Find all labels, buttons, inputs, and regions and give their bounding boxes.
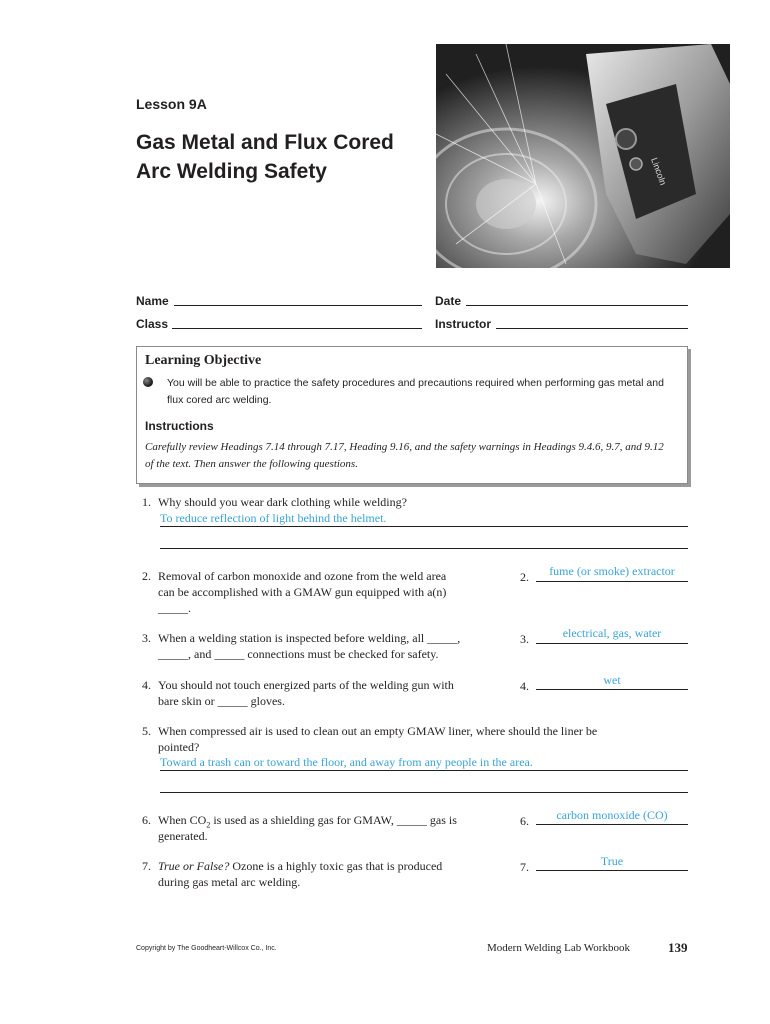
page-number: 139: [668, 940, 688, 955]
question-4: [142, 677, 512, 711]
question-number: 7.: [142, 859, 151, 873]
question-number: 2.: [142, 569, 151, 583]
question-7: [142, 858, 512, 892]
answer-number: 7.: [520, 860, 529, 874]
welding-helmet-photo: [436, 44, 730, 268]
question-6-rest: is used as a shielding gas for GMAW, _____ gas is: [210, 813, 457, 827]
question-6: [142, 812, 512, 846]
answer-line: [536, 689, 688, 690]
instructor-field[interactable]: [496, 328, 688, 329]
title-line-2: Arc Welding Safety: [136, 160, 327, 183]
question-text-line-2: can be accomplished with a GMAW gun equipped with a(n): [158, 585, 447, 599]
question-number: 6.: [142, 813, 151, 827]
question-text-line-2: _____, and _____ connections must be checked for safety.: [158, 647, 439, 661]
lesson-label: Lesson 9A: [136, 96, 207, 112]
date-label: Date: [435, 294, 462, 308]
question-2: [142, 568, 512, 618]
question-text-line-1: When a welding station is inspected before welding, all _____,: [158, 631, 461, 645]
answer-2[interactable]: fume (or smoke) extractor: [549, 564, 675, 578]
question-text-line-1: You should not touch energized parts of the welding gun with: [158, 678, 454, 692]
page-title: [136, 128, 436, 186]
answer-3[interactable]: electrical, gas, water: [562, 626, 662, 640]
class-label: Class: [136, 317, 169, 331]
answer-line: [536, 870, 688, 871]
question-number: 1.: [142, 495, 151, 509]
answer-7[interactable]: True: [600, 854, 624, 868]
instructions-text: Carefully review Headings 7.14 through 7.17, Heading 9.16, and the safety warnings in Headings 9.4.6, 9.7, and 9.12 of the text. Then answer the following questions.: [145, 441, 664, 470]
learning-objective-heading: Learning Objective: [145, 353, 262, 368]
answer-number: 3.: [520, 632, 529, 646]
question-5: [142, 723, 682, 757]
answer-line[interactable]: [160, 792, 688, 793]
instructions-heading: Instructions: [145, 419, 214, 433]
true-or-false-label: True or False?: [158, 859, 230, 873]
learning-objective-text: You will be able to practice the safety procedures and precautions required when performing gas metal and flux cored arc welding.: [167, 377, 664, 406]
instructor-label: Instructor: [435, 317, 492, 331]
name-label: Name: [136, 294, 169, 308]
answer-line: [536, 581, 688, 582]
question-number: 4.: [142, 678, 151, 692]
question-number: 5.: [142, 724, 151, 738]
answer-line[interactable]: [160, 548, 688, 549]
question-text: Why should you wear dark clothing while welding?: [158, 495, 407, 509]
answer-6[interactable]: carbon monoxide (CO): [556, 808, 668, 822]
question-3: [142, 630, 512, 664]
question-7-rest: Ozone is a highly toxic gas that is produced: [229, 859, 443, 873]
answer-line: [536, 643, 688, 644]
answer-line: [536, 824, 688, 825]
welding-photo-illustration: [436, 44, 730, 268]
question-text-line-1: Removal of carbon monoxide and ozone from the weld area: [158, 569, 447, 583]
copyright-text: Copyright by The Goodheart-Willcox Co., Inc.: [136, 945, 277, 952]
question-text-line-2: during gas metal arc welding.: [158, 875, 301, 889]
question-text-line-3: _____.: [158, 601, 191, 615]
helmet-brand-text: Lincoln: [649, 156, 669, 187]
learning-objective-box: [136, 346, 688, 484]
answer-1[interactable]: To reduce reflection of light behind the helmet.: [160, 511, 387, 525]
title-line-1: Gas Metal and Flux Cored: [136, 131, 394, 154]
question-number: 3.: [142, 631, 151, 645]
name-field[interactable]: [174, 305, 422, 306]
co2-subscript: 2: [206, 820, 211, 830]
answer-line: [160, 526, 688, 527]
answer-line: [160, 770, 688, 771]
answer-number: 6.: [520, 814, 529, 828]
answer-4[interactable]: wet: [603, 673, 621, 687]
question-text-line-1: [158, 858, 442, 874]
answer-number: 4.: [520, 679, 529, 693]
class-field[interactable]: [172, 328, 422, 329]
co2-prefix: When CO: [158, 813, 207, 827]
answer-5[interactable]: Toward a trash can or toward the floor, and away from any people in the area.: [160, 755, 533, 769]
answer-number: 2.: [520, 570, 529, 584]
bullet-icon: [143, 377, 153, 387]
book-title: Modern Welding Lab Workbook: [487, 942, 630, 954]
date-field[interactable]: [466, 305, 688, 306]
question-text-line-2: pointed?: [158, 740, 200, 754]
question-text-line-1: When compressed air is used to clean out an empty GMAW liner, where should the liner be: [158, 724, 598, 738]
question-text-line-2: bare skin or _____ gloves.: [158, 694, 285, 708]
question-text-line-2: generated.: [158, 829, 208, 843]
